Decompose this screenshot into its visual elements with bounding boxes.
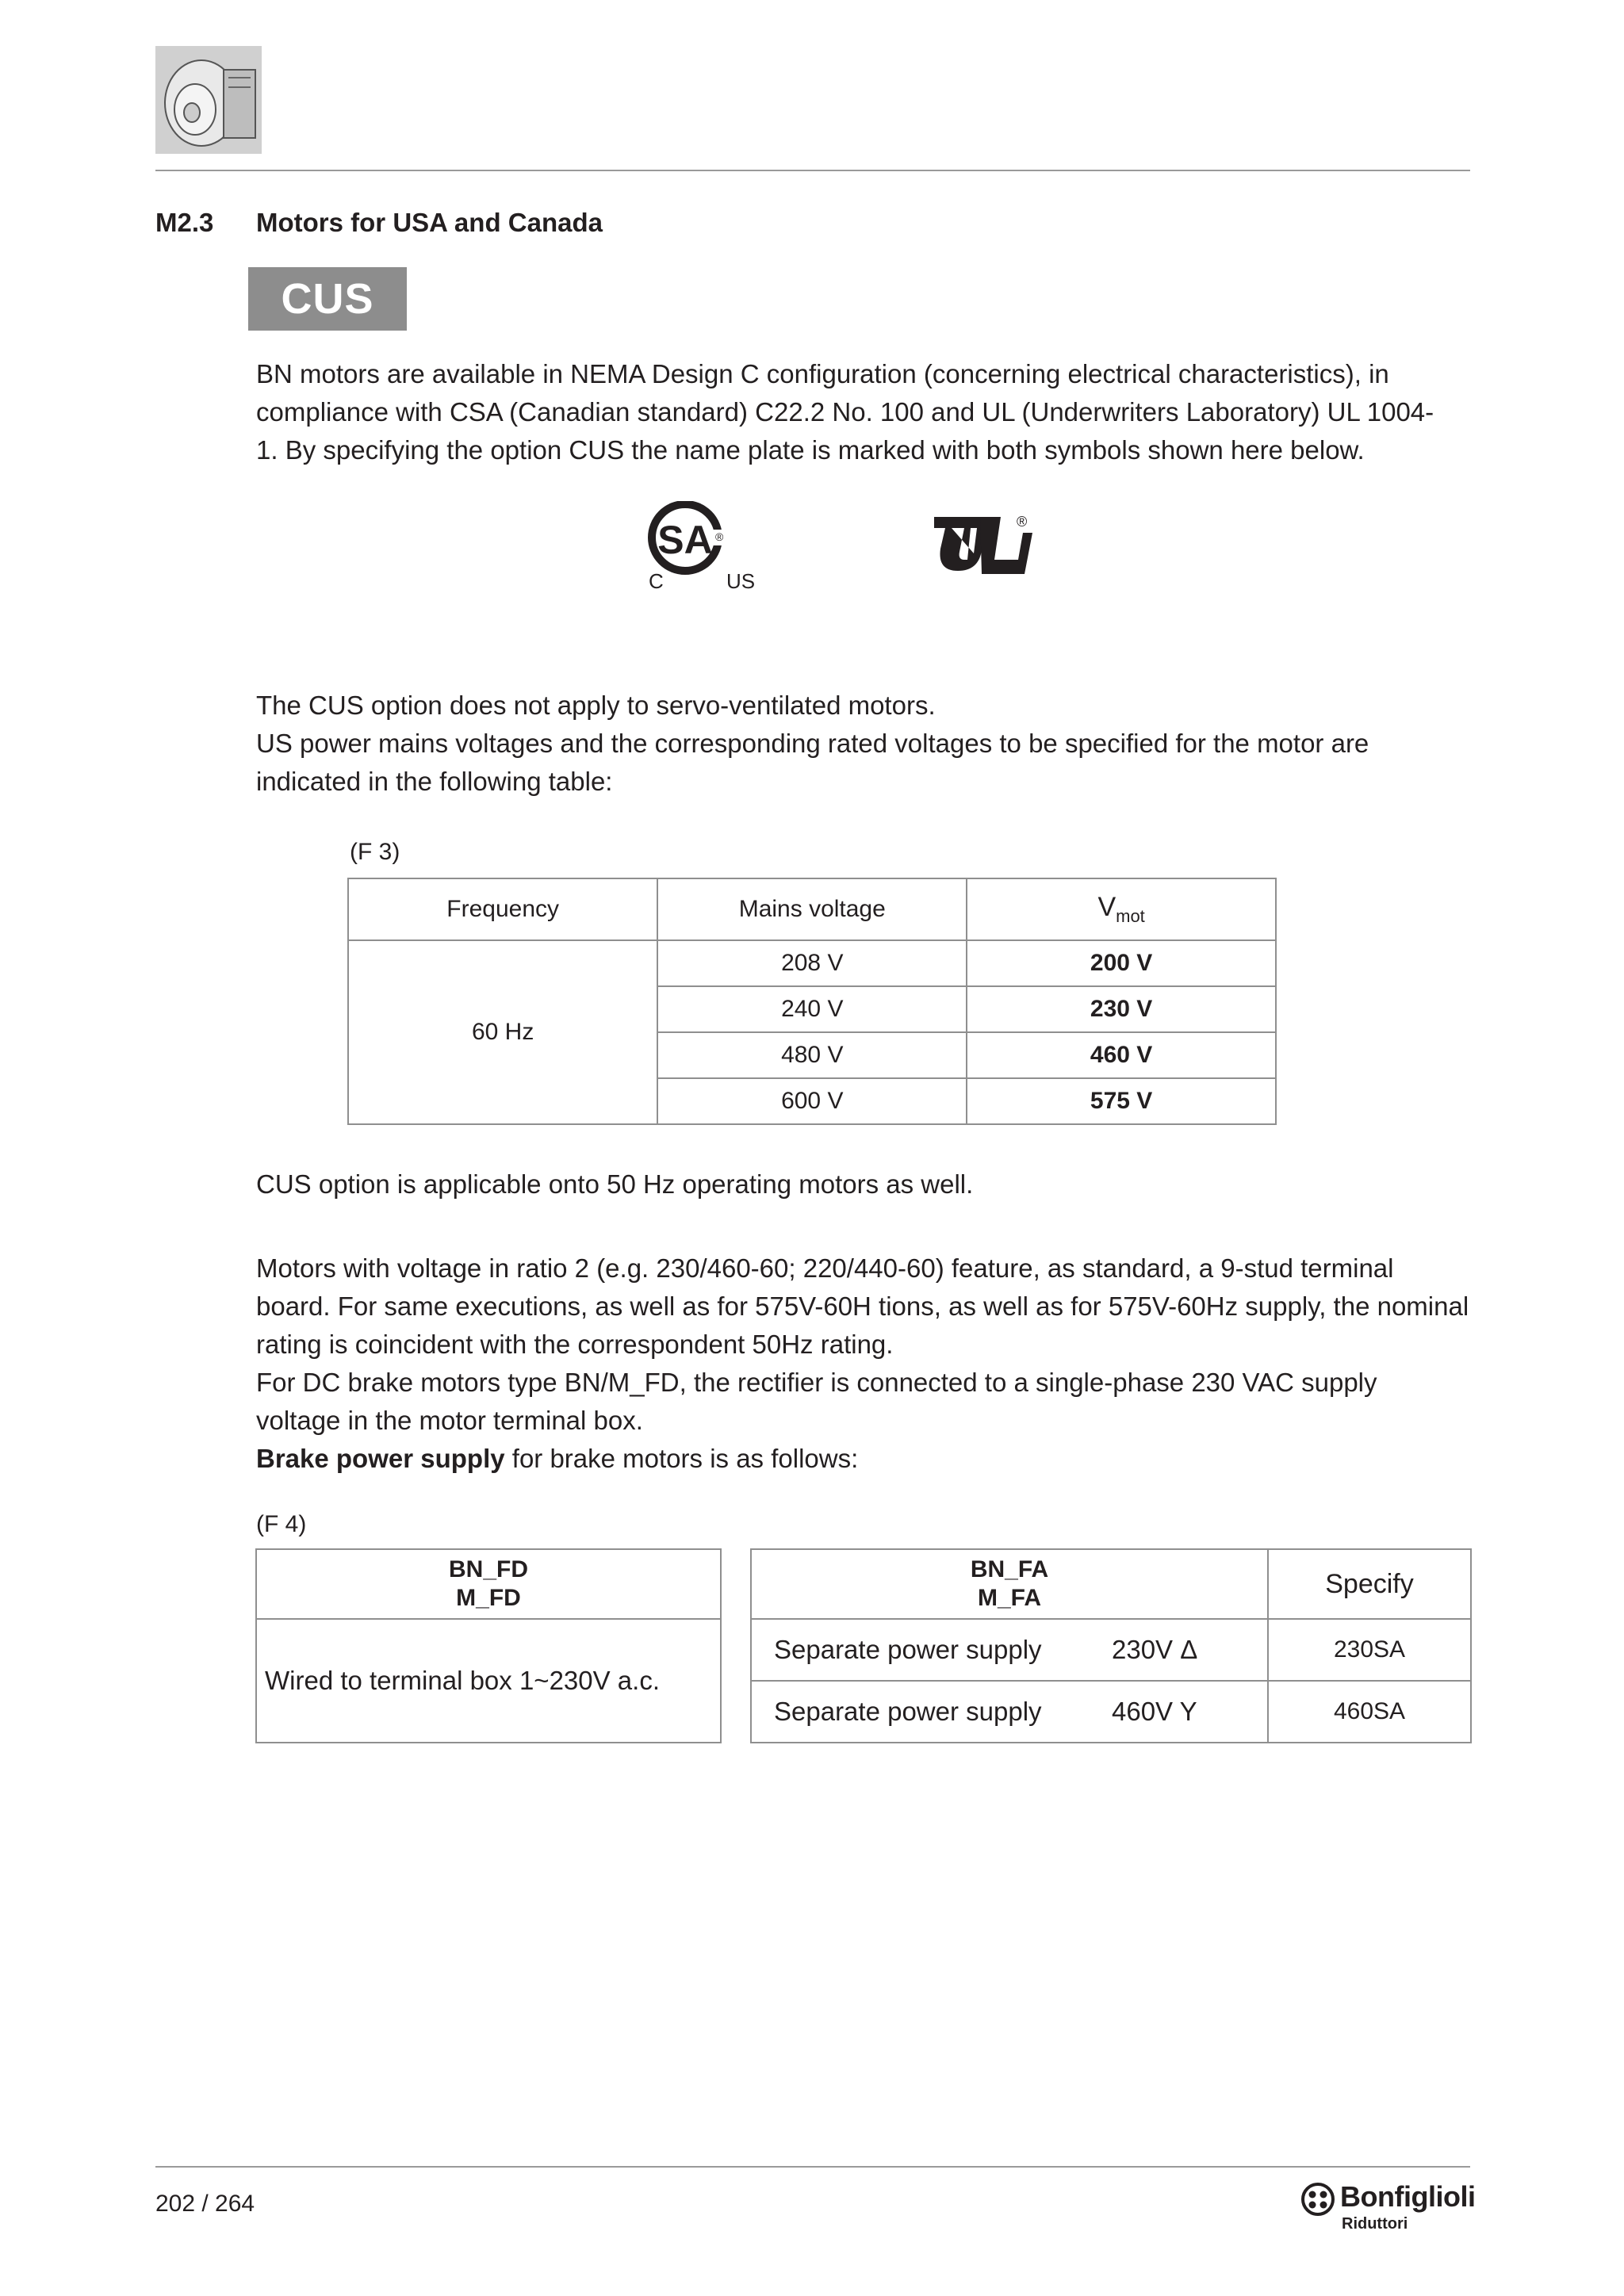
table-f3-caption: (F 3) <box>350 839 400 865</box>
brake-fd-table <box>255 1548 722 1743</box>
table-f4-caption: (F 4) <box>256 1511 307 1537</box>
para-50hz: CUS option is applicable onto 50 Hz operating motors as well. <box>256 1169 974 1199</box>
specify-code: 460SA <box>1268 1681 1471 1743</box>
vmot-cell: 230 V <box>967 986 1276 1032</box>
section-number: M2.3 <box>155 208 214 237</box>
intro-paragraph: BN motors are available in NEMA Design C configuration (concerning electrical characteristics), in compliance with CSA (Canadian standard) C22.2 No. 100 and UL (Underwriters Laboratory) UL 1004-1. By specifying the option CUS the name plate is marked with both symbols shown here below. <box>256 359 1434 465</box>
bonfiglioli-logo-icon <box>1300 2182 1335 2217</box>
brand-name: Bonfiglioli <box>1340 2180 1476 2213</box>
specify-header: Specify <box>1268 1549 1471 1619</box>
mains-cell: 240 V <box>657 986 967 1032</box>
supply-label: Separate power supply <box>751 1681 1112 1743</box>
brake-fa-table <box>750 1548 1472 1743</box>
csa-registered-mark: ® <box>715 530 724 543</box>
para-servo: The CUS option does not apply to servo-ventilated motors. <box>256 691 936 720</box>
supply-voltage: 230V Δ <box>1112 1619 1268 1681</box>
para-dc-brake: For DC brake motors type BN/M_FD, the rectifier is connected to a single-phase 230 VAC supply voltage in the motor terminal box. <box>256 1368 1377 1435</box>
page-number: 202 / 264 <box>155 2191 255 2217</box>
csa-left-label: C <box>649 569 664 593</box>
frequency-cell: 60 Hz <box>348 940 657 1124</box>
motor-thumbnail-icon <box>155 46 262 154</box>
footer-divider <box>155 2166 1470 2168</box>
csa-right-label: US <box>726 569 756 593</box>
mains-cell: 600 V <box>657 1078 967 1124</box>
specify-code: 230SA <box>1268 1619 1471 1681</box>
mains-cell: 480 V <box>657 1032 967 1078</box>
svg-text:SA: SA <box>657 518 713 562</box>
vmot-cell: 200 V <box>967 940 1276 986</box>
vmot-cell: 460 V <box>967 1032 1276 1078</box>
section-title: Motors for USA and Canada <box>256 208 603 237</box>
cus-badge: CUS <box>248 267 407 331</box>
header-divider <box>155 170 1470 171</box>
header-mains: Mains voltage <box>657 878 967 940</box>
supply-label: Separate power supply <box>751 1619 1112 1681</box>
para-voltages: US power mains voltages and the corresponding rated voltages to be specified for the motor are indicated in the following table: <box>256 729 1369 796</box>
mains-cell: 208 V <box>657 940 967 986</box>
fd-body: Wired to terminal box 1~230V a.c. <box>256 1619 721 1743</box>
brand-subtitle: Riduttori <box>1342 2215 1408 2233</box>
fd-header: BN_FD M_FD <box>256 1549 721 1619</box>
para-brake-supply: Brake power supply for brake motors is as follows: <box>256 1444 859 1473</box>
ul-registered-mark: ® <box>1017 514 1028 530</box>
header-vmot: $V_{mot}$ <box>967 878 1276 940</box>
para-ratio: Motors with voltage in ratio 2 (e.g. 230/460-60; 220/440-60) feature, as standard, a 9-stud terminal board. For same executions, as well as for 575V-60H tions, as well as for 575V-60Hz supply, the nominal rating is coincident with the correspondent 50Hz rating. <box>256 1253 1469 1359</box>
header-frequency: Frequency <box>348 878 657 940</box>
voltage-table <box>347 878 1277 1125</box>
vmot-cell: 575 V <box>967 1078 1276 1124</box>
fa-header: BN_FA M_FA <box>751 1549 1268 1619</box>
supply-voltage: 460V Y <box>1112 1681 1268 1743</box>
